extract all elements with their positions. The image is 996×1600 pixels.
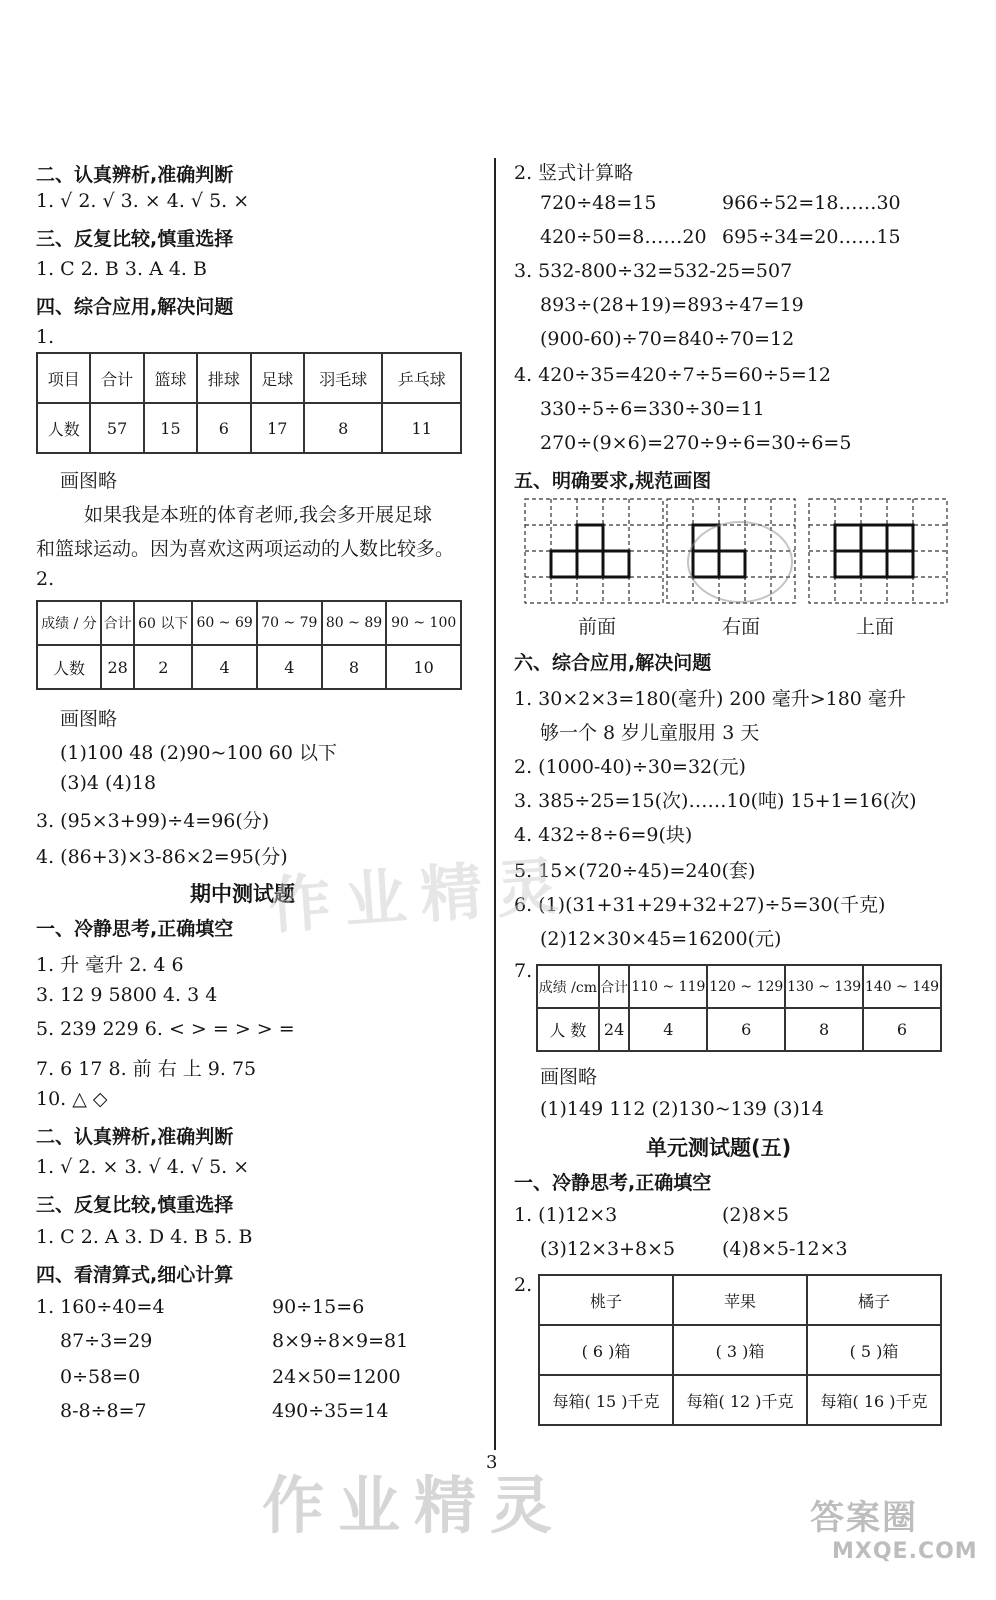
answer-line: 2. (1000-40)÷30=32(元) [514, 756, 746, 778]
table-header-cell: 足球 [251, 353, 304, 403]
calc-item: 8×9÷8×9=81 [272, 1330, 409, 1352]
table-header-cell: 羽毛球 [304, 353, 383, 403]
note-text: 画图略 [60, 708, 118, 730]
note-text: 画图略 [540, 1066, 598, 1088]
answer-line: 6. (1)(31+31+29+32+27)÷5=30(千克) [514, 894, 886, 916]
section-heading: 五、明确要求,规范画图 [514, 470, 712, 492]
table-header-cell: 合计 [599, 965, 630, 1008]
table-header-cell: 桃子 [539, 1275, 673, 1325]
page-number: 3 [486, 1452, 498, 1473]
calc-item: 695÷34=20……15 [722, 226, 901, 248]
paragraph-line: 如果我是本班的体育老师,我会多开展足球 [84, 504, 433, 526]
logo-url: MXQE.COM [832, 1539, 978, 1564]
table-header-cell: 苹果 [673, 1275, 807, 1325]
answer-line: 4. 432÷8÷6=9(块) [514, 824, 693, 846]
score-table [36, 600, 462, 690]
table-cell: 4 [257, 645, 322, 689]
table-header-cell: 项目 [37, 353, 90, 403]
answer-line: (900-60)÷70=840÷70=12 [540, 328, 795, 350]
question-number: 2. [36, 568, 55, 590]
answer-line: 1. √ 2. × 3. √ 4. √ 5. × [36, 1156, 250, 1178]
answer-line: 1. C 2. B 3. A 4. B [36, 258, 207, 280]
table-header-cell: 140 ~ 149 [863, 965, 941, 1008]
section-heading: 四、看清算式,细心计算 [36, 1264, 234, 1286]
answer-line: (2)8×5 [722, 1204, 790, 1226]
table-cell: 8 [785, 1008, 863, 1051]
table-cell: 每箱( 15 )千克 [539, 1375, 673, 1425]
section-heading: 一、冷静思考,正确填空 [36, 918, 234, 940]
calc-item: 87÷3=29 [60, 1330, 153, 1352]
table-header-cell: 60 以下 [134, 601, 192, 645]
table-header-cell: 80 ~ 89 [322, 601, 387, 645]
answer-line: 4. 420÷35=420÷7÷5=60÷5=12 [514, 364, 831, 386]
answer-line: 270÷(9×6)=270÷9÷6=30÷6=5 [540, 432, 852, 454]
table-header-cell: 篮球 [144, 353, 197, 403]
table-cell: 8 [322, 645, 387, 689]
table-cell: 15 [144, 403, 197, 453]
answer-line: 1. C 2. A 3. D 4. B 5. B [36, 1226, 253, 1248]
answer-line: 4. (86+3)×3-86×2=95(分) [36, 846, 288, 868]
answer-line: 10. △ ◇ [36, 1088, 108, 1110]
table-cell: 每箱( 12 )千克 [673, 1375, 807, 1425]
table-cell: 24 [599, 1008, 630, 1051]
table-cell: 10 [386, 645, 461, 689]
table-cell: ( 6 )箱 [539, 1325, 673, 1375]
table-cell: ( 3 )箱 [673, 1325, 807, 1375]
answer-line: 3. 532-800÷32=532-25=507 [514, 260, 793, 282]
answer-line: 893÷(28+19)=893÷47=19 [540, 294, 804, 316]
table-header-cell: 120 ~ 129 [707, 965, 785, 1008]
answer-line: 1. 30×2×3=180(毫升) 200 毫升>180 毫升 [514, 688, 906, 710]
answer-line: (2)12×30×45=16200(元) [540, 928, 782, 950]
table-cell: 28 [101, 645, 134, 689]
answer-line: 3. 12 9 5800 4. 3 4 [36, 984, 218, 1006]
section-heading: 一、冷静思考,正确填空 [514, 1172, 712, 1194]
answer-line: 1. √ 2. √ 3. × 4. √ 5. × [36, 190, 250, 212]
logo-text: 答案圈 [810, 1498, 918, 1538]
table-header-cell: 130 ~ 139 [785, 965, 863, 1008]
table-cell: 6 [197, 403, 250, 453]
answer-line: (1)149 112 (2)130~139 (3)14 [540, 1098, 825, 1120]
table-header-cell: 合计 [90, 353, 143, 403]
table-header-cell: 90 ~ 100 [386, 601, 461, 645]
table-cell: 57 [90, 403, 143, 453]
calc-item: 720÷48=15 [540, 192, 657, 214]
question-number: 2. [514, 1274, 533, 1296]
table-cell: 6 [863, 1008, 941, 1051]
table-cell: 人数 [37, 645, 101, 689]
table-cell: 17 [251, 403, 304, 453]
answer-line: 5. 15×(720÷45)=240(套) [514, 860, 756, 882]
table-cell: ( 5 )箱 [807, 1325, 941, 1375]
view-label: 前面 [578, 616, 617, 638]
table-header-cell: 成绩 / 分 [37, 601, 101, 645]
question-number: 7. [514, 960, 533, 982]
table-cell: 每箱( 16 )千克 [807, 1375, 941, 1425]
answer-line: 7. 6 17 8. 前 右 上 9. 75 [36, 1058, 257, 1080]
answer-line: 1. (1)12×3 [514, 1204, 618, 1226]
calc-item: 8-8÷8=7 [60, 1400, 147, 1422]
side-view-grid [666, 498, 796, 604]
table-cell: 11 [382, 403, 461, 453]
section-title: 期中测试题 [190, 882, 295, 906]
note-text: 画图略 [60, 470, 118, 492]
table-header-cell: 110 ~ 119 [629, 965, 707, 1008]
table-cell: 人数 [37, 403, 90, 453]
table-cell: 2 [134, 645, 192, 689]
view-label: 上面 [856, 616, 895, 638]
table-header-cell: 成绩 /cm [537, 965, 599, 1008]
section-heading: 二、认真辨析,准确判断 [36, 1126, 234, 1148]
paragraph-line: 和篮球运动。因为喜欢这两项运动的人数比较多。 [36, 538, 455, 560]
section-heading: 三、反复比较,慎重选择 [36, 1194, 234, 1216]
watermark: 作业精灵 [266, 848, 575, 943]
calc-item: 0÷58=0 [60, 1366, 141, 1388]
table-header-cell: 橘子 [807, 1275, 941, 1325]
calc-item: 490÷35=14 [272, 1400, 389, 1422]
table-header-cell: 70 ~ 79 [257, 601, 322, 645]
answer-line: (3)4 (4)18 [60, 772, 157, 794]
table-cell: 6 [707, 1008, 785, 1051]
answer-line: (3)12×3+8×5 [540, 1238, 676, 1260]
table-cell: 4 [192, 645, 257, 689]
answer-line: 3. (95×3+99)÷4=96(分) [36, 810, 270, 832]
section-heading: 四、综合应用,解决问题 [36, 296, 234, 318]
table-header-cell: 乒乓球 [382, 353, 461, 403]
table-header-cell: 60 ~ 69 [192, 601, 257, 645]
column-divider [494, 158, 496, 1450]
front-view-grid [524, 498, 664, 604]
table-header-cell: 合计 [101, 601, 134, 645]
sports-table [36, 352, 462, 454]
fruit-table [538, 1274, 942, 1426]
answer-line: 2. 竖式计算略 [514, 162, 634, 184]
answer-line: 330÷5÷6=330÷30=11 [540, 398, 765, 420]
section-heading: 三、反复比较,慎重选择 [36, 228, 234, 250]
answer-line: (4)8×5-12×3 [722, 1238, 848, 1260]
answer-line: 3. 385÷25=15(次)……10(吨) 15+1=16(次) [514, 790, 917, 812]
answer-line: 5. 239 229 6. < > = > > = [36, 1018, 295, 1040]
height-table [536, 964, 942, 1052]
top-view-grid [808, 498, 948, 604]
section-heading: 六、综合应用,解决问题 [514, 652, 712, 674]
table-cell: 人 数 [537, 1008, 599, 1051]
question-number: 1. [36, 326, 55, 348]
answer-line: 1. 升 毫升 2. 4 6 [36, 954, 184, 976]
table-header-cell: 排球 [197, 353, 250, 403]
site-logo [810, 1490, 978, 1564]
answer-line: (1)100 48 (2)90~100 60 以下 [60, 742, 337, 764]
calc-item: 24×50=1200 [272, 1366, 401, 1388]
table-cell: 8 [304, 403, 383, 453]
section-title: 单元测试题(五) [646, 1136, 792, 1160]
calc-item: 966÷52=18……30 [722, 192, 901, 214]
calc-item: 1. 160÷40=4 [36, 1296, 165, 1318]
view-label: 右面 [722, 616, 761, 638]
table-cell: 4 [629, 1008, 707, 1051]
calc-item: 90÷15=6 [272, 1296, 365, 1318]
watermark: 作业精灵 [262, 1469, 567, 1542]
answer-line: 够一个 8 岁儿童服用 3 天 [540, 722, 760, 744]
calc-item: 420÷50=8……20 [540, 226, 707, 248]
section-heading: 二、认真辨析,准确判断 [36, 164, 234, 186]
